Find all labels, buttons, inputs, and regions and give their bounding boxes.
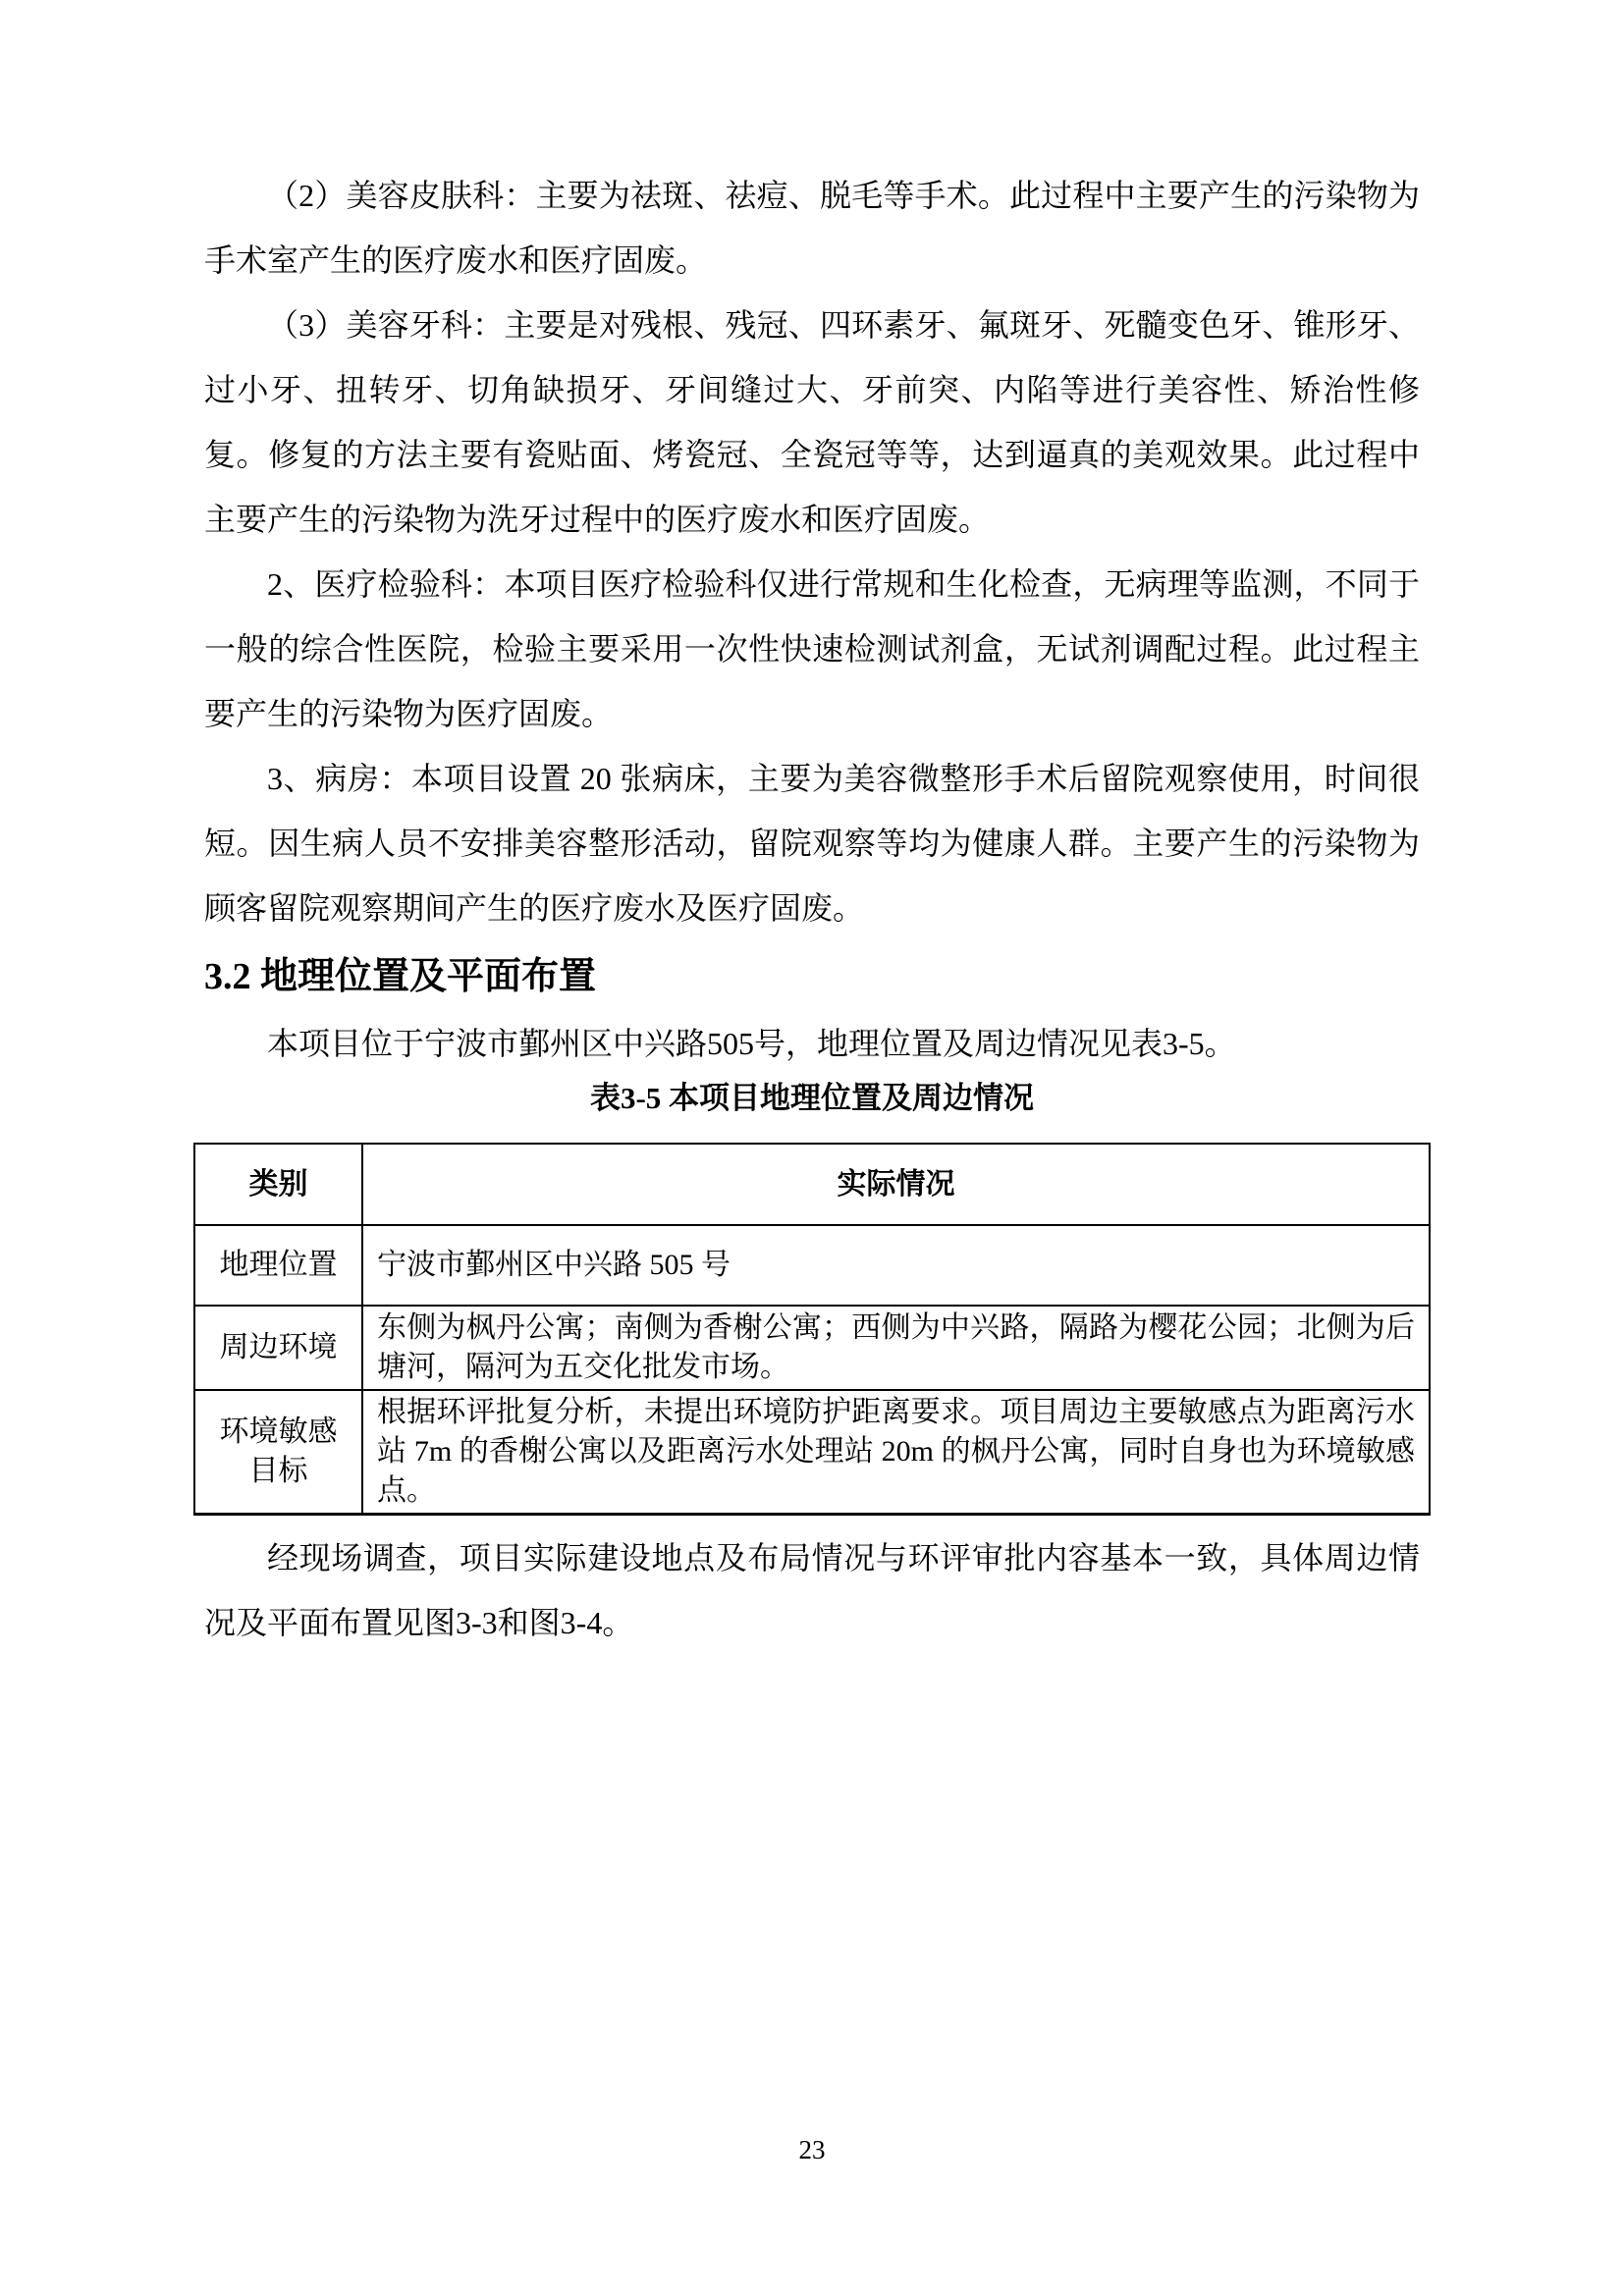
- paragraph-medical-laboratory: 2、医疗检验科：本项目医疗检验科仅进行常规和生化检查，无病理等监测，不同于一般的综合性医院，检验主要采用一次性快速检测试剂盒，无试剂调配过程。此过程主要产生的污染物为医疗固废。: [204, 566, 1420, 731]
- paragraph-closing: 经现场调查，项目实际建设地点及布局情况与环评审批内容基本一致，具体周边情况及平面布置见图3-3和图3-4。: [204, 1540, 1420, 1640]
- row-label-sensitive-targets: 环境敏感目标: [194, 1390, 362, 1515]
- table-row-surroundings: [194, 1306, 1430, 1390]
- section-heading: 3.2 地理位置及平面布置: [204, 956, 597, 997]
- page-number: 23: [798, 2135, 826, 2164]
- row-value-surroundings: 东侧为枫丹公寓；南侧为香榭公寓；西侧为中兴路，隔路为樱花公园；北侧为后塘河，隔河为五交化批发市场。: [362, 1306, 1430, 1390]
- paragraph-cosmetic-dermatology: （2）美容皮肤科：主要为祛斑、祛痘、脱毛等手术。此过程中主要产生的污染物为手术室产生的医疗废水和医疗固废。: [204, 178, 1420, 278]
- table-header-category: 类别: [194, 1144, 362, 1225]
- table-caption: 表3-5 本项目地理位置及周边情况: [589, 1081, 1035, 1115]
- row-label-location: 地理位置: [194, 1225, 362, 1306]
- table-row-sensitive-targets: [194, 1390, 1430, 1515]
- row-value-sensitive-targets: 根据环评批复分析，未提出环境防护距离要求。项目周边主要敏感点为距离污水站 7m 的香榭公寓以及距离污水处理站 20m 的枫丹公寓，同时自身也为环境敏感点。: [362, 1390, 1430, 1515]
- table-row-location: [194, 1225, 1430, 1306]
- page-content: [193, 163, 1431, 1655]
- table-header-actual-situation: 实际情况: [362, 1144, 1430, 1225]
- table-header-row: [194, 1144, 1430, 1225]
- row-value-location: 宁波市鄞州区中兴路 505 号: [362, 1225, 1430, 1306]
- paragraph-cosmetic-dentistry: （3）美容牙科：主要是对残根、残冠、四环素牙、氟斑牙、死髓变色牙、锥形牙、过小牙、扭转牙、切角缺损牙、牙间缝过大、牙前突、内陷等进行美容性、矫治性修复。修复的方法主要有瓷贴面、烤瓷冠、全瓷冠等等，达到逼真的美观效果。此过程中主要产生的污染物为洗牙过程中的医疗废水和医疗固废。: [204, 307, 1420, 537]
- paragraph-ward: 3、病房：本项目设置 20 张病床，主要为美容微整形手术后留院观察使用，时间很短。因生病人员不安排美容整形活动，留院观察等均为健康人群。主要产生的污染物为顾客留院观察期间产生的医疗废水及医疗固废。: [204, 761, 1420, 926]
- location-table: [193, 1143, 1431, 1516]
- row-label-surroundings: 周边环境: [194, 1306, 362, 1390]
- paragraph-location-intro: 本项目位于宁波市鄞州区中兴路505号，地理位置及周边情况见表3-5。: [267, 1026, 1236, 1061]
